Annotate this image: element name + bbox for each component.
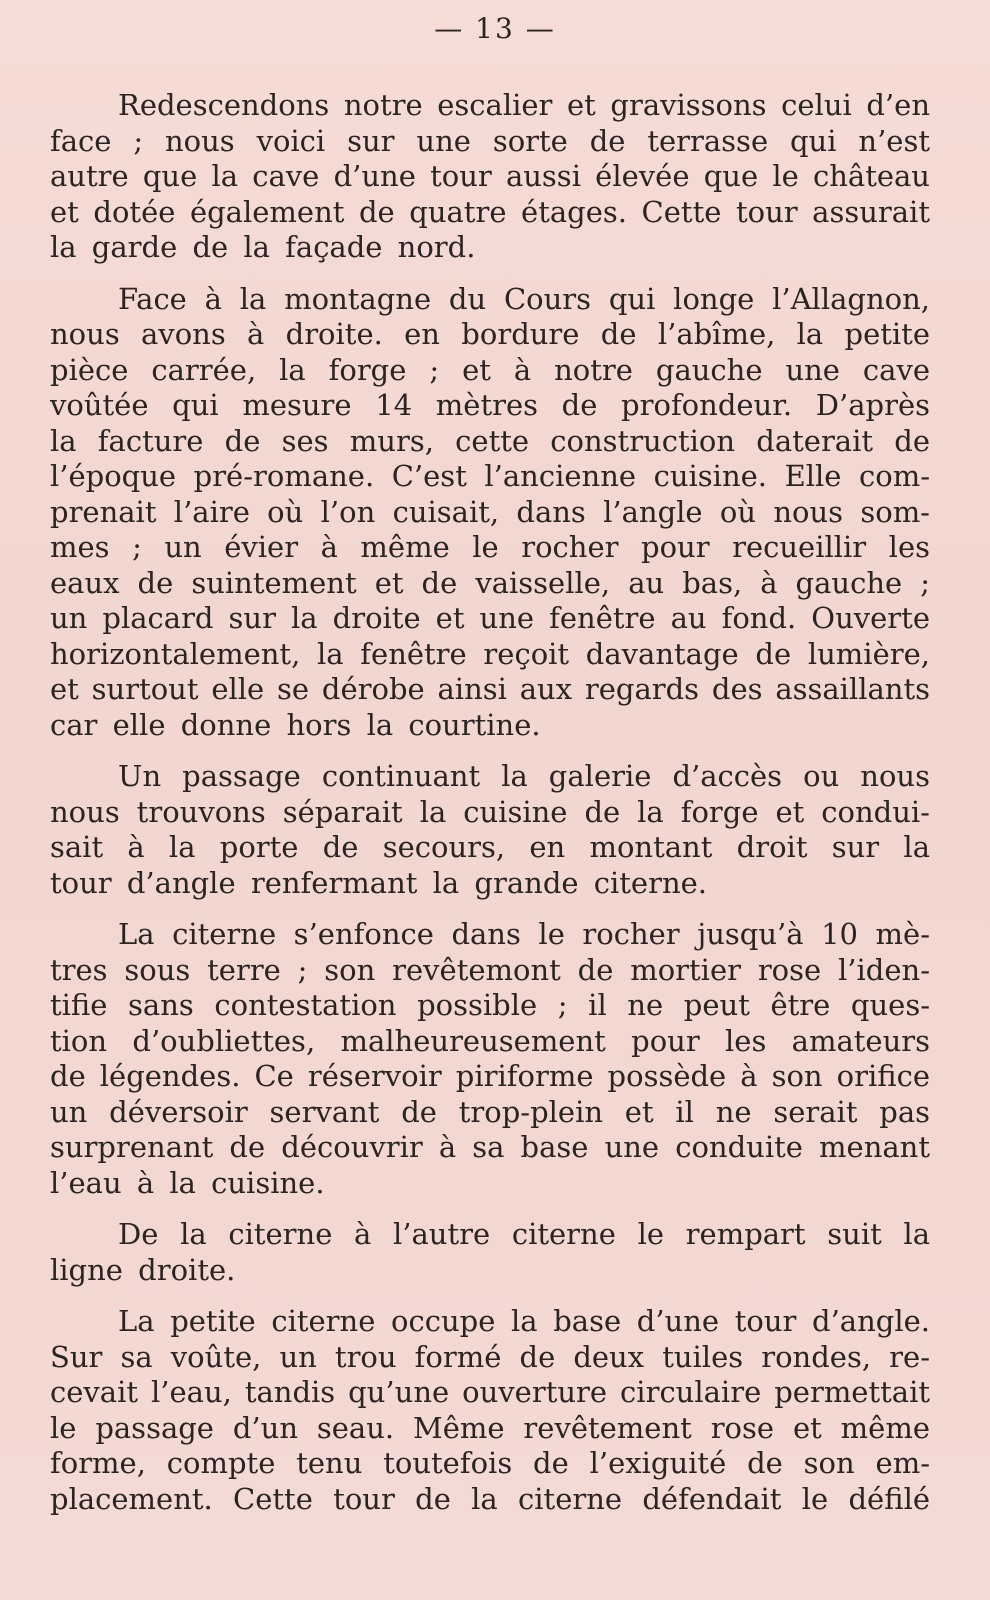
text-line: un placard sur la droite et une fenêtre au fond. Ouverte <box>50 601 930 635</box>
text-line: tifie sans contestation possible ; il ne peut être ques- <box>50 988 930 1022</box>
text-line: voûtée qui mesure 14 mètres de profondeur. D’après <box>50 388 930 422</box>
text-line: La citerne s’enfonce dans le rocher jusqu’à 10 mè- <box>118 917 930 951</box>
text-line: De la citerne à l’autre citerne le rempart suit la <box>118 1217 930 1251</box>
text-line: nous avons à droite. en bordure de l’abîme, la petite <box>50 317 930 351</box>
text-line: la garde de la façade nord. <box>50 230 476 264</box>
text-line: Face à la montagne du Cours qui longe l’Allagnon, <box>118 281 930 316</box>
paragraph <box>50 1304 930 1517</box>
text-line: forme, compte tenu toutefois de l’exiguité de son em- <box>50 1446 930 1480</box>
text-line: La petite citerne occupe la base d’une tour d’angle. <box>118 1304 930 1338</box>
text-line: cevait l’eau, tandis qu’une ouverture circulaire permettait <box>50 1375 930 1409</box>
text-line: surprenant de découvrir à sa base une conduite menant <box>50 1130 930 1164</box>
text-line: tres sous terre ; son revêtemont de mortier rose l’iden- <box>50 952 930 987</box>
text-line: tour d’angle renfermant la grande citerne. <box>50 865 708 900</box>
text-line: de légendes. Ce réservoir piriforme possède à son orifice <box>50 1059 930 1093</box>
text-line: placement. Cette tour de la citerne défendait le défilé <box>50 1481 930 1516</box>
paragraph <box>50 917 930 1201</box>
text-line: ligne droite. <box>50 1252 236 1287</box>
text-line: face ; nous voici sur une sorte de terrasse qui n’est <box>50 123 930 158</box>
text-line: prenait l’aire où l’on cuisait, dans l’angle où nous som- <box>50 494 930 529</box>
paragraph <box>50 1217 930 1288</box>
text-line: autre que la cave d’une tour aussi élevée que le château <box>50 159 930 193</box>
paragraph <box>50 282 930 744</box>
text-line: car elle donne hors la courtine. <box>50 707 541 742</box>
text-line: l’époque pré-romane. C’est l’ancienne cuisine. Elle com- <box>50 459 930 493</box>
page-number: — 13 — <box>434 12 556 45</box>
text-line: un déversoir servant de trop-plein et il ne serait pas <box>50 1094 930 1129</box>
paragraph <box>50 759 930 901</box>
text-line: mes ; un évier à même le rocher pour recueillir les <box>50 530 930 564</box>
text-line: pièce carrée, la forge ; et à notre gauche une cave <box>50 352 930 387</box>
text-line: et dotée également de quatre étages. Cette tour assurait <box>50 194 930 229</box>
text-line: la facture de ses murs, cette construction daterait de <box>50 423 930 458</box>
text-line: sait à la porte de secours, en montant droit sur la <box>50 830 930 864</box>
text-line: horizontalement, la fenêtre reçoit davantage de lumière, <box>50 636 930 671</box>
text-line: eaux de suintement et de vaisselle, au bas, à gauche ; <box>50 565 930 600</box>
text-line: Sur sa voûte, un trou formé de deux tuiles rondes, re- <box>50 1339 930 1374</box>
text-line: Redescendons notre escalier et gravissons celui d’en <box>118 88 930 122</box>
text-line: l’eau à la cuisine. <box>50 1165 325 1200</box>
text-line: nous trouvons séparait la cuisine de la forge et condui- <box>50 794 930 829</box>
page-body <box>50 88 930 1533</box>
text-line: Un passage continuant la galerie d’accès ou nous <box>118 759 930 793</box>
paragraph <box>50 88 930 266</box>
text-line: le passage d’un seau. Même revêtement rose et même <box>50 1410 930 1445</box>
text-line: tion d’oubliettes, malheureusement pour les amateurs <box>50 1023 930 1058</box>
text-line: et surtout elle se dérobe ainsi aux regards des assaillants <box>50 672 930 706</box>
